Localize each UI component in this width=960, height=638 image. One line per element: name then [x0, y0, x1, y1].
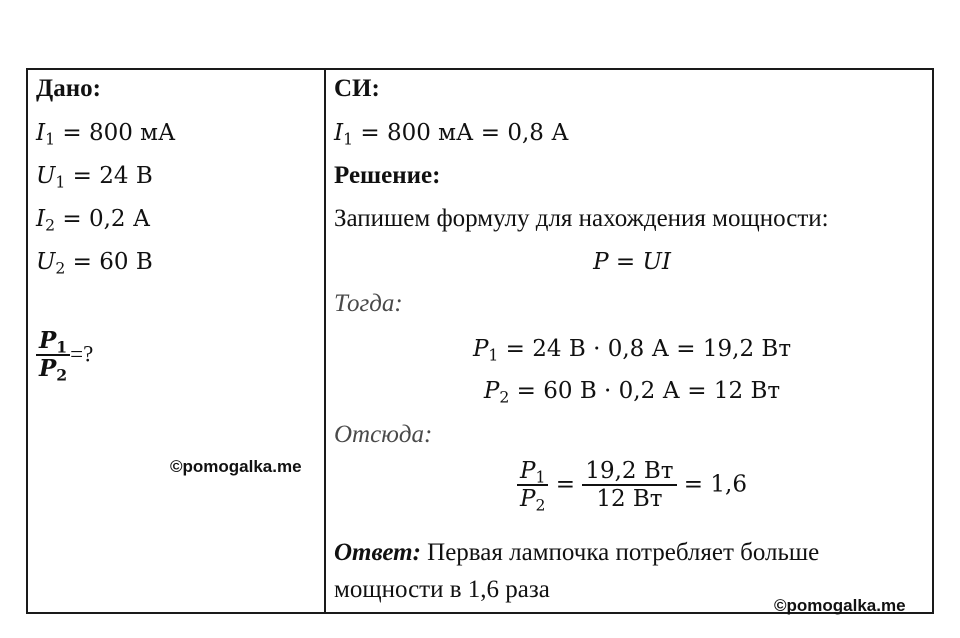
find-fraction: $\frac{P_1}{P_2}$ [36, 328, 70, 383]
then-label: Тогда: [334, 290, 403, 317]
solution-intro: Запишем формулу для нахождения мощности: [334, 205, 829, 232]
p2-calculation: $P_2 = 60$ В · 0,2 А = 12 Вт [483, 378, 781, 407]
power-formula: P = UI [593, 249, 671, 275]
answer-label: Ответ: [334, 539, 421, 566]
ratio-value-fraction: $\frac{19,2 Вт}{12 Вт}$ [582, 458, 676, 513]
watermark: ©pomogalka.me [774, 596, 906, 615]
p1-calculation: $P_1 = 24$ В · 0,8 А = 19,2 Вт [472, 336, 792, 365]
answer-line-continued: мощности в 1,6 раза [334, 576, 550, 603]
given-item: $U_1 = 24$ В [36, 163, 153, 192]
ratio-calculation: $\frac{P_1}{P_2}$ = $\frac{19,2 Вт}{12 Вт}$ = 1,6 [334, 458, 930, 513]
answer-line [334, 538, 819, 568]
hence-label: Отсюда: [334, 421, 433, 448]
find-ratio: $\frac{P_1}{P_2}$ =? [36, 328, 93, 383]
answer-text: Первая лампочка потребляет больше [427, 539, 820, 566]
si-conversion: $I_1 = 800$ мА = 0,8 А [334, 120, 569, 149]
solution-heading: Решение: [334, 162, 441, 189]
watermark: ©pomogalka.me [170, 457, 302, 476]
ratio-symbolic-fraction: $\frac{P_1}{P_2}$ [517, 458, 548, 513]
given-item: $U_2 = 60$ В [36, 249, 153, 278]
si-heading: СИ: [334, 75, 380, 102]
column-divider [324, 70, 326, 612]
given-item: $I_2 = 0,2$ А [36, 206, 151, 235]
given-heading: Дано: [36, 75, 101, 102]
given-item: $I_1 = 800$ мА [36, 120, 176, 149]
solution-table [26, 68, 934, 614]
